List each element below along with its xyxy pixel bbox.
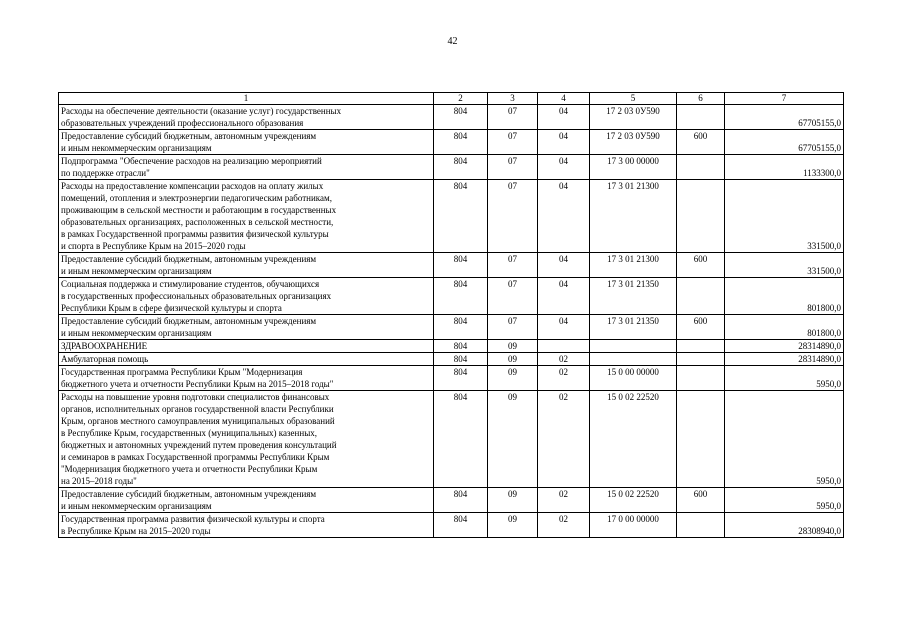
ved-code-cell: 804 [434, 340, 488, 353]
row-name-cell: ЗДРАВООХРАНЕНИЕ [59, 340, 434, 353]
table-row [59, 391, 844, 488]
expense-type-cell: 600 [677, 253, 725, 278]
ved-code-cell: 804 [434, 366, 488, 391]
target-article-cell: 17 3 01 21350 [590, 315, 677, 340]
row-name-cell: Социальная поддержка и стимулирование студентов, обучающихся в государственных профессиональных образовательных организациях Республики Крым в сфере физической культуры и спорта [59, 278, 434, 315]
subsection-code-cell: 04 [538, 315, 590, 340]
row-name-cell: Государственная программа развития физической культуры и спорта в Республике Крым на 2015–2020 годы [59, 513, 434, 538]
ved-code-cell: 804 [434, 180, 488, 253]
ved-code-cell: 804 [434, 315, 488, 340]
subsection-code-cell: 04 [538, 105, 590, 130]
table-row [59, 105, 844, 130]
table-row [59, 353, 844, 366]
section-code-cell: 09 [488, 391, 538, 488]
section-code-cell: 09 [488, 340, 538, 353]
row-name-cell: Предоставление субсидий бюджетным, автономным учреждениям и иным некоммерческим организациям [59, 130, 434, 155]
section-code-cell: 07 [488, 253, 538, 278]
subsection-code-cell: 04 [538, 155, 590, 180]
expense-type-cell: 600 [677, 488, 725, 513]
amount-cell: 331500,0 [725, 253, 844, 278]
target-article-cell: 17 3 01 21300 [590, 253, 677, 278]
header-cell: 5 [590, 93, 677, 105]
row-name-cell: Расходы на повышение уровня подготовки специалистов финансовых органов, исполнительных органов государственной власти Республики Крым, органов местного самоуправления муниципальных образований в Республике Крым, государственных (муниципальных) казенных, бюджетных и автономных учреждений путем проведения консультаций и семинаров в рамках Государственной программы Республики Крым "Модернизация бюджетного учета и отчетности Республики Крым на 2015–2018 годы" [59, 391, 434, 488]
budget-table [58, 92, 844, 538]
ved-code-cell: 804 [434, 155, 488, 180]
header-cell: 1 [59, 93, 434, 105]
subsection-code-cell: 04 [538, 130, 590, 155]
expense-type-cell [677, 513, 725, 538]
subsection-code-cell: 02 [538, 488, 590, 513]
section-code-cell: 07 [488, 180, 538, 253]
table-row [59, 253, 844, 278]
expense-type-cell [677, 180, 725, 253]
ved-code-cell: 804 [434, 353, 488, 366]
row-name-cell: Расходы на обеспечение деятельности (оказание услуг) государственных образовательных учреждений профессионального образования [59, 105, 434, 130]
expense-type-cell [677, 105, 725, 130]
table-row [59, 366, 844, 391]
subsection-code-cell: 04 [538, 253, 590, 278]
ved-code-cell: 804 [434, 130, 488, 155]
target-article-cell: 15 0 02 22520 [590, 488, 677, 513]
header-cell: 3 [488, 93, 538, 105]
header-cell: 2 [434, 93, 488, 105]
amount-cell: 1133300,0 [725, 155, 844, 180]
section-code-cell: 07 [488, 105, 538, 130]
amount-cell: 67705155,0 [725, 105, 844, 130]
section-code-cell: 09 [488, 366, 538, 391]
subsection-code-cell [538, 340, 590, 353]
target-article-cell: 15 0 02 22520 [590, 391, 677, 488]
target-article-cell: 17 3 01 21350 [590, 278, 677, 315]
row-name-cell: Подпрограмма "Обеспечение расходов на реализацию мероприятий по поддержке отрасли" [59, 155, 434, 180]
section-code-cell: 07 [488, 130, 538, 155]
page-number: 42 [447, 36, 458, 47]
target-article-cell: 17 2 03 0У590 [590, 130, 677, 155]
row-name-cell: Предоставление субсидий бюджетным, автономным учреждениям и иным некоммерческим организациям [59, 253, 434, 278]
ved-code-cell: 804 [434, 278, 488, 315]
ved-code-cell: 804 [434, 391, 488, 488]
subsection-code-cell: 04 [538, 180, 590, 253]
subsection-code-cell: 02 [538, 391, 590, 488]
expense-type-cell [677, 278, 725, 315]
expense-type-cell [677, 155, 725, 180]
table-row [59, 278, 844, 315]
amount-cell: 801800,0 [725, 278, 844, 315]
section-code-cell: 09 [488, 488, 538, 513]
ved-code-cell: 804 [434, 105, 488, 130]
amount-cell: 801800,0 [725, 315, 844, 340]
ved-code-cell: 804 [434, 488, 488, 513]
row-name-cell: Амбулаторная помощь [59, 353, 434, 366]
target-article-cell: 15 0 00 00000 [590, 366, 677, 391]
amount-cell: 5950,0 [725, 366, 844, 391]
ved-code-cell: 804 [434, 513, 488, 538]
header-cell: 7 [725, 93, 844, 105]
target-article-cell: 17 2 03 0У590 [590, 105, 677, 130]
target-article-cell [590, 353, 677, 366]
table-row [59, 180, 844, 253]
target-article-cell: 17 3 00 00000 [590, 155, 677, 180]
header-cell: 4 [538, 93, 590, 105]
ved-code-cell: 804 [434, 253, 488, 278]
header-row [59, 93, 844, 105]
table-row [59, 488, 844, 513]
subsection-code-cell: 02 [538, 366, 590, 391]
row-name-cell: Предоставление субсидий бюджетным, автономным учреждениям и иным некоммерческим организациям [59, 488, 434, 513]
subsection-code-cell: 02 [538, 353, 590, 366]
amount-cell: 28308940,0 [725, 513, 844, 538]
amount-cell: 5950,0 [725, 488, 844, 513]
section-code-cell: 09 [488, 353, 538, 366]
table-row [59, 340, 844, 353]
table-row [59, 155, 844, 180]
amount-cell: 28314890,0 [725, 353, 844, 366]
table-row [59, 130, 844, 155]
subsection-code-cell: 04 [538, 278, 590, 315]
expense-type-cell [677, 366, 725, 391]
expense-type-cell [677, 391, 725, 488]
amount-cell: 5950,0 [725, 391, 844, 488]
row-name-cell: Государственная программа Республики Крым "Модернизация бюджетного учета и отчетности Республики Крым на 2015–2018 годы" [59, 366, 434, 391]
section-code-cell: 07 [488, 278, 538, 315]
expense-type-cell [677, 340, 725, 353]
amount-cell: 331500,0 [725, 180, 844, 253]
row-name-cell: Расходы на предоставление компенсации расходов на оплату жилых помещений, отопления и электроэнергии педагогическим работникам, проживающим в сельской местности и работающим в государственных образовательных организациях, расположенных в сельской местности, в рамках Государственной программы развития физической культуры и спорта в Республике Крым на 2015–2020 годы [59, 180, 434, 253]
expense-type-cell: 600 [677, 130, 725, 155]
section-code-cell: 07 [488, 315, 538, 340]
expense-type-cell [677, 353, 725, 366]
target-article-cell: 17 0 00 00000 [590, 513, 677, 538]
target-article-cell: 17 3 01 21300 [590, 180, 677, 253]
subsection-code-cell: 02 [538, 513, 590, 538]
table-row [59, 513, 844, 538]
amount-cell: 28314890,0 [725, 340, 844, 353]
table-row [59, 315, 844, 340]
expense-type-cell: 600 [677, 315, 725, 340]
header-cell: 6 [677, 93, 725, 105]
amount-cell: 67705155,0 [725, 130, 844, 155]
target-article-cell [590, 340, 677, 353]
row-name-cell: Предоставление субсидий бюджетным, автономным учреждениям и иным некоммерческим организациям [59, 315, 434, 340]
section-code-cell: 09 [488, 513, 538, 538]
section-code-cell: 07 [488, 155, 538, 180]
